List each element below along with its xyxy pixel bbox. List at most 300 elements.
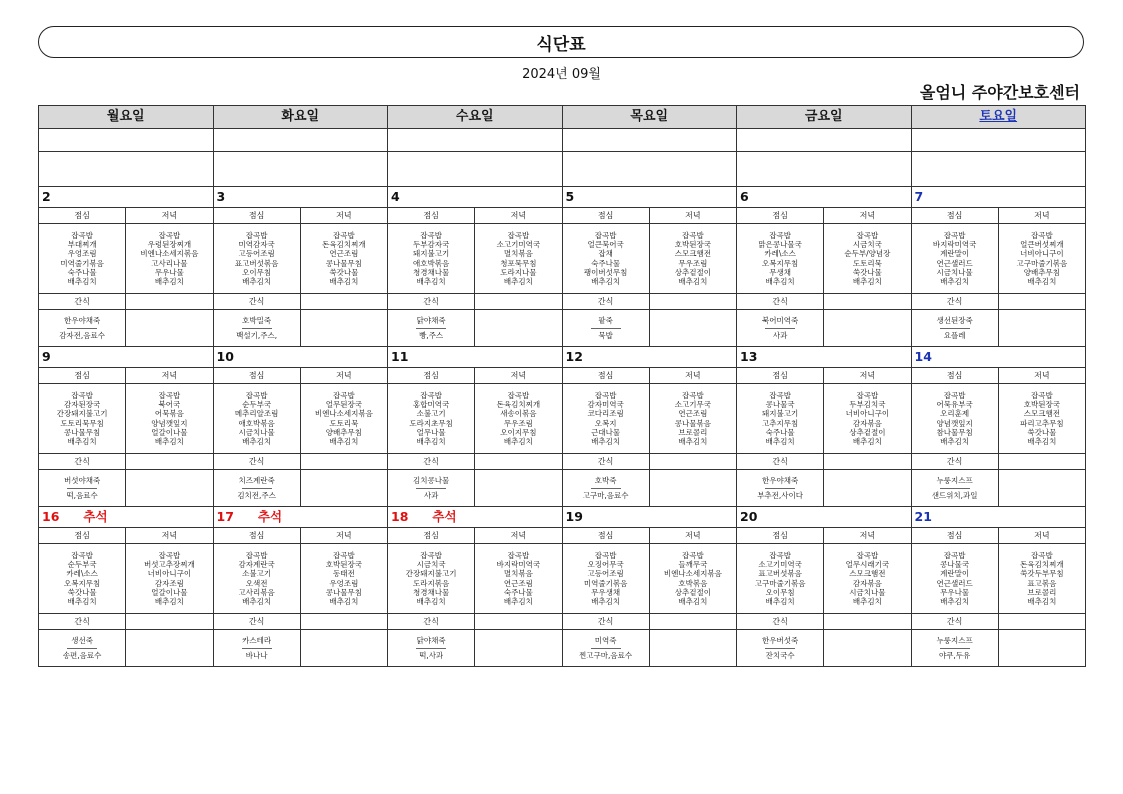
menu-item: 미역줄기볶음: [583, 578, 628, 588]
menu-item: 떡,사과: [419, 650, 444, 660]
lunch-menu: [388, 224, 475, 294]
menu-item: 잡곡밥: [769, 231, 791, 241]
menu-item: 도라지나물: [500, 267, 537, 277]
menu-item: 새송이볶음: [500, 409, 537, 419]
empty-cell: [475, 630, 562, 667]
empty-cell: [824, 294, 911, 310]
empty-cell: [824, 630, 911, 667]
snack-header-row: [39, 454, 1086, 470]
empty-cell: [126, 630, 213, 667]
menu-item: 연근조림: [503, 578, 533, 588]
empty-cell: [126, 454, 213, 470]
menu-item: 콩나물국: [765, 400, 795, 410]
date-cell: [737, 187, 912, 208]
menu-item: 연근조림: [329, 249, 359, 259]
menu-item: 잡곡밥: [507, 231, 530, 241]
lunch-label: 점심: [39, 368, 126, 384]
dinner-menu: [998, 224, 1085, 294]
snack-menu: [562, 310, 649, 347]
menu-item: 북어미역죽: [762, 316, 799, 326]
lunch-menu: [737, 224, 824, 294]
lunch-label: 점심: [911, 368, 998, 384]
menu-item: 잡곡밥: [71, 551, 93, 561]
lunch-label: 점심: [737, 528, 824, 544]
dinner-menu: [475, 384, 562, 454]
menu-item: 숙주나물: [503, 587, 533, 597]
menu-item: 쑥갓두부무침: [1020, 569, 1064, 579]
menu-item: 도토리묵: [329, 418, 359, 428]
snack-menu: [213, 310, 300, 347]
dinner-menu: [824, 544, 911, 614]
menu-item: 멸치볶음: [503, 249, 533, 259]
menu-item: 카스테라: [242, 636, 272, 646]
menu-item: 잡곡밥: [856, 391, 879, 401]
menu-item: 잡곡밥: [1031, 391, 1053, 401]
lunch-label: 점심: [388, 528, 475, 544]
menu-item: 잡곡밥: [420, 551, 442, 561]
menu-item: 도토리묵무침: [60, 418, 104, 428]
menu-item: 무우조림: [503, 418, 533, 428]
menu-item: 잡곡밥: [245, 551, 268, 561]
menu-item: 배추김치: [416, 436, 446, 446]
menu-item: 우엉조림: [67, 249, 97, 259]
date-number: 12: [565, 349, 583, 365]
menu-item: 오복지무침: [762, 258, 799, 268]
snack-menu: [213, 470, 300, 507]
menu-item: 송편,음료수: [62, 650, 102, 660]
separator: [940, 328, 970, 329]
menu-item: 도라지초무침: [409, 418, 453, 428]
menu-item: 계란말이: [940, 249, 970, 259]
dinner-menu: [998, 384, 1085, 454]
menu-item: 고사리나물: [151, 258, 188, 268]
menu-item: 너비아니구이: [1020, 249, 1064, 259]
menu-item: 생선죽: [71, 636, 93, 646]
menu-item: 시금치국: [852, 240, 882, 250]
menu-item: 김치콩나물: [413, 476, 450, 486]
menu-item: 얼갈이나물: [151, 587, 188, 597]
menu-item: 도토리묵: [852, 258, 882, 268]
separator: [416, 488, 446, 489]
snack-label: 간식: [562, 294, 649, 310]
snack-label: 간식: [911, 614, 998, 630]
menu-item: 얼갈이나물: [151, 427, 188, 437]
date-number: 2: [42, 189, 51, 205]
snack-label: 간식: [39, 294, 126, 310]
empty-cell: [388, 129, 563, 152]
dinner-menu: [126, 224, 213, 294]
lunch-menu: [562, 224, 649, 294]
menu-item: 잡곡밥: [507, 551, 530, 561]
empty-cell: [300, 470, 387, 507]
menu-item: 근대나물: [591, 427, 621, 437]
empty-cell: [300, 310, 387, 347]
empty-cell: [824, 614, 911, 630]
menu-item: 잡곡밥: [594, 231, 617, 241]
empty-cell: [737, 129, 912, 152]
menu-item: 누룽지스프: [936, 476, 973, 486]
date-number: 7: [914, 189, 924, 205]
snack-label: 간식: [39, 454, 126, 470]
menu-item: 참나물무침: [936, 427, 973, 437]
separator: [242, 648, 272, 649]
date-number: 5: [565, 189, 575, 205]
lunch-label: 점심: [562, 368, 649, 384]
menu-item: 바나나: [245, 650, 268, 660]
lunch-label: 점심: [737, 208, 824, 224]
lunch-label: 점심: [562, 208, 649, 224]
day-header-0: 월요일: [39, 106, 214, 129]
menu-item: 빵,주스: [419, 330, 444, 340]
menu-item: 떡,음료수: [66, 490, 98, 500]
menu-item: 바지락미역국: [496, 560, 541, 570]
dinner-label: 저녁: [475, 368, 562, 384]
menu-item: 고구마줄기볶음: [1016, 258, 1068, 268]
snack-menu: [39, 310, 126, 347]
menu-item: 배추김치: [329, 276, 359, 286]
menu-item: 배추김치: [940, 436, 970, 446]
menu-item: 어묵유부국: [936, 400, 973, 410]
menu-item: 버섯고추장찌개: [144, 560, 195, 570]
menu-item: 쑥갓나물: [67, 587, 97, 597]
date-number: 11: [391, 349, 409, 365]
menu-item: 돈육김치찌개: [1020, 560, 1064, 570]
menu-item: 돼지불고기: [413, 249, 450, 259]
date-cell: [911, 347, 1086, 368]
menu-item: 북어국: [158, 400, 181, 410]
empty-cell: [39, 129, 214, 152]
menu-item: 배추김치: [503, 596, 533, 606]
snack-label: 간식: [213, 614, 300, 630]
menu-item: 잡곡밥: [1031, 551, 1053, 561]
date-cell: [911, 187, 1086, 208]
dinner-label: 저녁: [649, 368, 736, 384]
empty-cell: [126, 294, 213, 310]
holiday-label: 추석: [432, 509, 457, 525]
menu-item: 감자전,음료수: [59, 330, 106, 340]
empty-cell: [126, 470, 213, 507]
date-row: [39, 187, 1086, 208]
menu-item: 오이지무침: [500, 427, 537, 437]
menu-item: 양념깻잎지: [151, 418, 188, 428]
separator: [765, 328, 795, 329]
meal-calendar: [38, 105, 1086, 667]
dinner-label: 저녁: [998, 528, 1085, 544]
title-box: [38, 26, 1084, 58]
lunch-menu: [213, 384, 300, 454]
empty-cell: [300, 614, 387, 630]
lunch-menu: [911, 544, 998, 614]
menu-item: 얼무된장국: [325, 400, 362, 410]
menu-item: 너비아니구이: [147, 569, 192, 579]
snack-row: [39, 630, 1086, 667]
dinner-label: 저녁: [126, 208, 213, 224]
menu-item: 무우나물: [154, 267, 184, 277]
menu-item: 간장돼지불고기: [56, 409, 108, 419]
lunch-label: 점심: [562, 528, 649, 544]
snack-label: 간식: [911, 454, 998, 470]
menu-item: 소고기미역국: [758, 560, 802, 570]
menu-item: 잡곡밥: [594, 391, 617, 401]
date-number: 3: [216, 189, 226, 205]
menu-item: 사과: [423, 490, 439, 500]
snack-header-row: [39, 614, 1086, 630]
menu-item: 배추김치: [1027, 276, 1057, 286]
empty-cell: [824, 470, 911, 507]
empty-cell: [475, 310, 562, 347]
empty-cell: [649, 630, 736, 667]
dinner-label: 저녁: [649, 208, 736, 224]
lunch-menu: [39, 544, 126, 614]
menu-item: 브로콜리: [1027, 587, 1057, 597]
date-cell: [388, 187, 563, 208]
menu-item: 스모크햄전: [674, 249, 711, 259]
menu-item: 시금치나물: [238, 427, 275, 437]
snack-label: 간식: [737, 454, 824, 470]
menu-item: 배추김치: [242, 596, 272, 606]
snack-label: 간식: [388, 294, 475, 310]
menu-item: 비엔나소세지볶음: [140, 249, 199, 259]
dinner-menu: [649, 384, 736, 454]
menu-item: 카레\소스: [764, 249, 796, 259]
menu-item: 너비아니구이: [845, 409, 890, 419]
menu-row: [39, 544, 1086, 614]
menu-item: 배추김치: [765, 596, 795, 606]
menu-item: 바지락미역국: [932, 240, 977, 250]
menu-item: 잡곡밥: [769, 551, 791, 561]
menu-item: 순두부/양념장: [844, 249, 891, 259]
menu-item: 청경채나물: [413, 267, 450, 277]
empty-cell: [213, 152, 388, 187]
dinner-label: 저녁: [649, 528, 736, 544]
dinner-menu: [126, 384, 213, 454]
menu-item: 간장돼지불고기: [405, 569, 457, 579]
date-cell: [213, 347, 388, 368]
menu-item: 잡곡밥: [594, 551, 617, 561]
menu-item: 순두부국: [242, 400, 272, 410]
dinner-label: 저녁: [824, 208, 911, 224]
menu-item: 코다리조림: [587, 409, 624, 419]
separator: [765, 488, 795, 489]
menu-item: 잡곡밥: [333, 231, 355, 241]
empty-cell: [998, 454, 1085, 470]
date-cell: [562, 347, 737, 368]
menu-item: 잡곡밥: [420, 231, 442, 241]
dinner-menu: [475, 224, 562, 294]
menu-item: 배추김치: [765, 276, 795, 286]
snack-label: 간식: [39, 614, 126, 630]
menu-item: 두부김치국: [849, 400, 886, 410]
menu-item: 배추김치: [678, 276, 708, 286]
day-header-4: 금요일: [737, 106, 912, 129]
menu-item: 배추김치: [154, 276, 184, 286]
menu-item: 김치전,주스: [237, 490, 276, 500]
menu-item: 배추김치: [940, 596, 970, 606]
dinner-label: 저녁: [824, 368, 911, 384]
menu-item: 오리훈제: [940, 409, 970, 419]
date-cell: [39, 507, 214, 528]
empty-cell: [824, 454, 911, 470]
month-label: 2024년 09월: [522, 67, 601, 82]
menu-item: 잡곡밥: [158, 231, 181, 241]
date-number: 17: [216, 509, 234, 525]
snack-menu: [39, 630, 126, 667]
menu-item: 오복지: [594, 418, 617, 428]
empty-cell: [475, 614, 562, 630]
empty-cell: [213, 129, 388, 152]
snack-menu: [911, 470, 998, 507]
empty-cell: [475, 454, 562, 470]
lunch-menu: [39, 224, 126, 294]
snack-label: 간식: [213, 294, 300, 310]
snack-menu: [737, 470, 824, 507]
dinner-label: 저녁: [300, 208, 387, 224]
menu-item: 누룽지스프: [936, 636, 973, 646]
empty-cell: [475, 470, 562, 507]
menu-item: 잡곡밥: [158, 551, 181, 561]
menu-item: 쑥갓나물: [1027, 427, 1057, 437]
menu-item: 돼지불고기: [762, 409, 799, 419]
menu-item: 청경채나물: [413, 587, 450, 597]
menu-item: 무우조림: [678, 258, 708, 268]
menu-item: 동태전: [333, 569, 355, 579]
menu-item: 배추김치: [154, 436, 184, 446]
menu-item: 애호박볶음: [238, 418, 275, 428]
menu-item: 잡곡밥: [71, 231, 93, 241]
menu-item: 두부감자국: [413, 240, 450, 250]
menu-item: 미역줄기볶음: [60, 258, 104, 268]
menu-item: 부대찌개: [67, 240, 97, 250]
menu-item: 배추김치: [852, 596, 882, 606]
snack-menu: [213, 630, 300, 667]
menu-item: 감자계란국: [238, 560, 275, 570]
menu-item: 상추겉절이: [849, 427, 886, 437]
menu-item: 카레\소스: [66, 569, 98, 579]
date-number: 10: [216, 349, 234, 365]
menu-item: 닭야채죽: [416, 316, 446, 326]
dinner-menu: [126, 544, 213, 614]
menu-item: 고등어조림: [587, 569, 624, 579]
menu-item: 쑥갓나물: [852, 267, 882, 277]
day-header-5: 토요일: [911, 106, 1086, 129]
lunch-label: 점심: [39, 208, 126, 224]
empty-cell: [649, 310, 736, 347]
menu-item: 묵밥: [598, 330, 613, 340]
menu-item: 숙주나물: [765, 427, 795, 437]
menu-item: 잡곡밥: [943, 551, 966, 561]
menu-item: 잡곡밥: [158, 391, 181, 401]
holiday-label: 추석: [257, 509, 283, 525]
menu-item: 호박된장국: [325, 560, 362, 570]
menu-item: 들깨무국: [678, 560, 708, 570]
empty-cell: [475, 294, 562, 310]
snack-menu: [911, 630, 998, 667]
snack-label: 간식: [737, 614, 824, 630]
menu-item: 브로콜리: [678, 427, 708, 437]
menu-item: 시금치국: [416, 560, 446, 570]
menu-item: 얼큰묵어국: [587, 240, 624, 250]
menu-item: 시금치나물: [849, 587, 886, 597]
snack-row: [39, 310, 1086, 347]
day-header-row: [39, 106, 1086, 129]
empty-cell: [649, 454, 736, 470]
menu-item: 배추김치: [765, 436, 795, 446]
menu-item: 배추김치: [416, 276, 446, 286]
date-number: 21: [914, 509, 932, 525]
dinner-menu: [300, 544, 387, 614]
date-cell: [213, 187, 388, 208]
empty-cell: [911, 129, 1086, 152]
empty-cell: [649, 294, 736, 310]
menu-item: 호박된장국: [1023, 400, 1060, 410]
date-row: [39, 507, 1086, 528]
menu-item: 잡곡밥: [856, 231, 879, 241]
separator: [242, 488, 272, 489]
empty-cell: [300, 454, 387, 470]
menu-item: 호박된장국: [674, 240, 711, 250]
menu-item: 잡곡밥: [507, 391, 530, 401]
dinner-label: 저녁: [824, 528, 911, 544]
lunch-label: 점심: [388, 368, 475, 384]
menu-item: 숙주나물: [591, 258, 621, 268]
blank1-row: [39, 129, 1086, 152]
meal-header-row: [39, 528, 1086, 544]
menu-item: 우렁된장찌개: [147, 240, 192, 250]
menu-item: 찐고구마,음료수: [579, 650, 633, 660]
separator: [67, 488, 97, 489]
snack-menu: [39, 470, 126, 507]
snack-row: [39, 470, 1086, 507]
menu-item: 도라지볶음: [413, 578, 450, 588]
snack-label: 간식: [737, 294, 824, 310]
date-number: 19: [565, 509, 583, 525]
separator: [591, 328, 621, 329]
day-header-3: 목요일: [562, 106, 737, 129]
menu-item: 팽이버섯무침: [583, 267, 628, 277]
lunch-label: 점심: [911, 528, 998, 544]
menu-item: 샌드위치,과일: [931, 490, 978, 500]
menu-row: [39, 384, 1086, 454]
lunch-menu: [388, 544, 475, 614]
lunch-menu: [562, 544, 649, 614]
dinner-menu: [824, 224, 911, 294]
lunch-menu: [39, 384, 126, 454]
menu-item: 상추겉절이: [674, 267, 711, 277]
menu-item: 콩나물볶음: [674, 418, 711, 428]
menu-item: 오징어무국: [587, 560, 624, 570]
holiday-label: 추석: [83, 509, 108, 525]
menu-item: 부추전,사이다: [757, 490, 804, 500]
day-header-2: 수요일: [388, 106, 563, 129]
dinner-menu: [649, 544, 736, 614]
menu-item: 한우야채죽: [762, 476, 799, 486]
menu-item: 파리고추무침: [1020, 418, 1064, 428]
menu-item: 잡곡밥: [856, 551, 879, 561]
menu-item: 잡곡밥: [1031, 231, 1053, 241]
menu-item: 쑥갓나물: [329, 267, 359, 277]
separator: [416, 648, 446, 649]
menu-item: 비엔나소세지볶음: [314, 409, 373, 419]
date-cell: [388, 347, 563, 368]
dinner-menu: [649, 224, 736, 294]
empty-cell: [824, 310, 911, 347]
menu-item: 팥죽: [598, 316, 613, 326]
separator: [591, 648, 621, 649]
menu-item: 미역감자국: [238, 240, 275, 250]
date-cell: [388, 507, 563, 528]
menu-item: 배추김치: [67, 596, 97, 606]
menu-item: 콩나물무침: [325, 258, 362, 268]
